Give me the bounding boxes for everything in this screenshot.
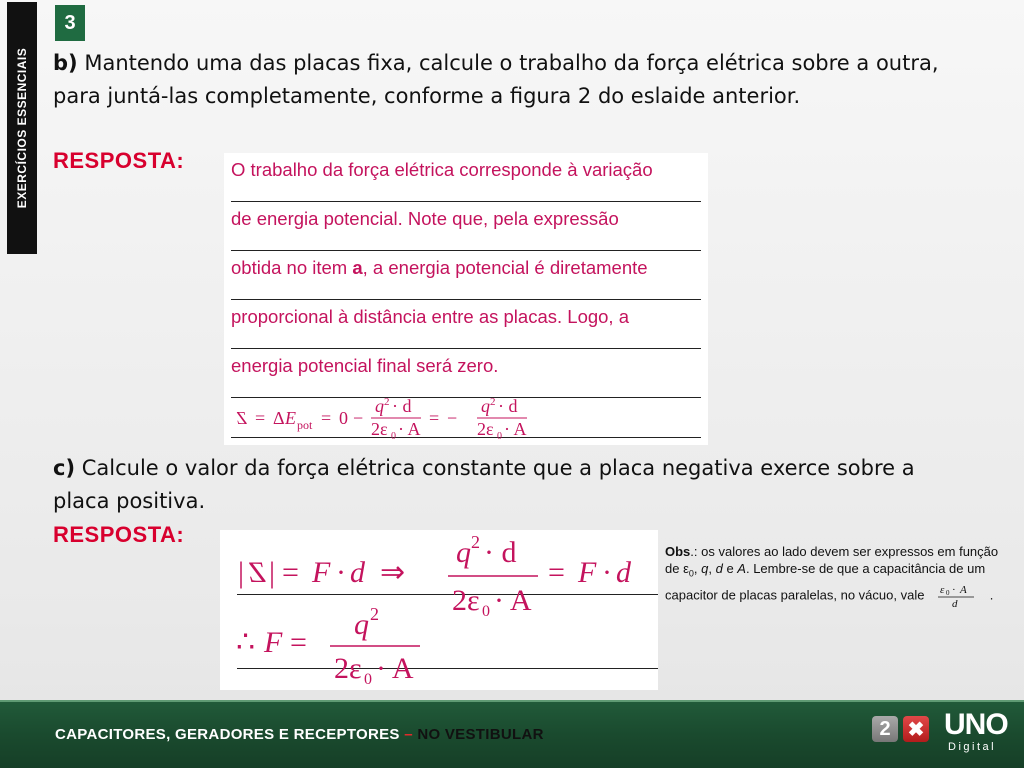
answer-b-line-3-rest: , a energia potencial é diretamente [362, 257, 648, 278]
svg-text:·: · [336, 556, 346, 589]
svg-text:·: · [952, 583, 956, 596]
svg-text:q: q [354, 608, 369, 641]
logo-digital: Digital [948, 741, 997, 753]
svg-text:· A: · A [398, 419, 421, 439]
svg-text:· d: · d [392, 398, 412, 416]
svg-text:2: 2 [370, 604, 379, 624]
svg-text:2ε: 2ε [334, 652, 362, 685]
obs-sub-0: 0 [688, 568, 694, 579]
answer-b-line-5: energia potencial final será zero. [231, 349, 701, 398]
svg-text:· A: · A [494, 584, 532, 617]
svg-text:Δ: Δ [273, 408, 285, 428]
question-c-text: Calcule o valor da força elétrica constante que a placa negativa exerce sobre a placa positiva. [53, 456, 915, 513]
svg-text:|: | [269, 556, 276, 589]
svg-text:0: 0 [946, 588, 950, 597]
footer-title-main: CAPACITORES, GERADORES E RECEPTORES [55, 726, 400, 743]
svg-text:−: − [447, 408, 458, 428]
capacitance-fraction [936, 583, 986, 609]
svg-text:q: q [375, 398, 384, 416]
obs-var-q: q [701, 561, 709, 576]
obs-var-d: d [715, 561, 723, 576]
svg-text:q: q [456, 536, 471, 569]
svg-text:−: − [353, 408, 364, 428]
svg-text:A: A [960, 583, 967, 596]
svg-text:2ε: 2ε [477, 419, 494, 439]
svg-text:F: F [578, 556, 597, 589]
footer-highlight: NO VESTIBULAR [417, 726, 544, 743]
svg-text:d: d [952, 597, 958, 609]
svg-text:2ε: 2ε [452, 584, 480, 617]
footer-bar [0, 700, 1024, 768]
svg-text:=: = [548, 556, 565, 589]
question-b [53, 47, 973, 113]
work-equation-formula [231, 398, 701, 442]
svg-text:2: 2 [384, 398, 390, 408]
obs-text-2b: , [708, 561, 716, 576]
footer-title [55, 726, 544, 743]
svg-text:=: = [282, 556, 299, 589]
svg-text:0: 0 [364, 671, 372, 688]
svg-text:F: F [264, 626, 283, 659]
svg-text:F: F [312, 556, 331, 589]
svg-text:d: d [350, 556, 365, 589]
answer-b-line-3 [231, 251, 701, 300]
answer-b-box [224, 153, 708, 445]
side-tab [7, 2, 37, 254]
answer-b-line-4: proporcional à distância entre as placas. Logo, a [231, 300, 701, 349]
svg-text:Z: Z [249, 556, 266, 589]
question-b-text: Mantendo uma das placas fixa, calcule o trabalho da força elétrica sobre a outra, para juntá-las completamente, conforme a figura 2 do eslaide anterior. [53, 51, 939, 108]
svg-text:2ε: 2ε [371, 419, 388, 439]
svg-text:2: 2 [490, 398, 496, 408]
answer-b-line-2: de energia potencial. Note que, pela expressão [231, 202, 701, 251]
answer-b-line-1: O trabalho da força elétrica corresponde à variação [231, 153, 701, 202]
svg-text:· A: · A [504, 419, 527, 439]
svg-text:|: | [238, 556, 245, 589]
footer-separator: – [399, 726, 418, 743]
question-b-letter: b) [53, 51, 78, 75]
svg-text:Z: Z [236, 408, 247, 428]
svg-text:pot: pot [297, 418, 313, 432]
slide-number: 3 [55, 5, 85, 41]
svg-text:ε: ε [940, 583, 945, 596]
svg-text:⇒: ⇒ [380, 556, 406, 589]
svg-text:∴: ∴ [236, 626, 256, 659]
svg-text:· A: · A [376, 652, 414, 685]
answer-c-box [220, 530, 658, 690]
obs-end: . [989, 587, 994, 603]
svg-text:q: q [481, 398, 490, 416]
svg-text:2: 2 [471, 532, 480, 552]
svg-text:·: · [602, 556, 612, 589]
svg-text:· d: · d [484, 536, 517, 569]
obs-text-1: .: os valores ao lado devem ser expressos em função de ε [665, 544, 999, 576]
svg-text:=: = [321, 408, 332, 428]
resposta-label-c: RESPOSTA: [53, 522, 185, 547]
svg-text:0: 0 [339, 408, 348, 428]
logo-2-icon: 2 [872, 716, 898, 742]
logo-uno: UNO [944, 708, 1008, 741]
obs-text-3: e [722, 561, 738, 576]
side-tab-label: EXERCÍCIOS ESSENCIAIS [15, 47, 29, 209]
svg-text:0: 0 [497, 431, 502, 442]
answer-b-item-letter: a [352, 257, 363, 278]
obs-text-2: , [693, 561, 702, 576]
resposta-label-b: RESPOSTA: [53, 148, 185, 173]
obs-text-4: . Lembre-se de que a capacitância de um capacitor de placas paralelas, no vácuo, vale [665, 561, 986, 603]
work-equation [231, 398, 701, 442]
question-c-letter: c) [53, 456, 76, 480]
force-equation-formula [220, 530, 658, 690]
svg-text:d: d [616, 556, 631, 589]
obs-label: Obs [665, 544, 691, 559]
svg-text:· d: · d [498, 398, 518, 416]
obs-var-A: A [737, 561, 746, 576]
svg-text:=: = [255, 408, 266, 428]
obs-note [665, 543, 1010, 609]
question-c [53, 452, 973, 518]
answer-b-line-3-start: obtida no item [231, 257, 353, 278]
svg-text:0: 0 [391, 431, 396, 442]
svg-text:0: 0 [482, 603, 490, 620]
svg-text:=: = [290, 626, 307, 659]
svg-text:E: E [285, 408, 296, 428]
svg-text:=: = [429, 408, 440, 428]
logo-x-icon: ✖ [903, 716, 929, 742]
